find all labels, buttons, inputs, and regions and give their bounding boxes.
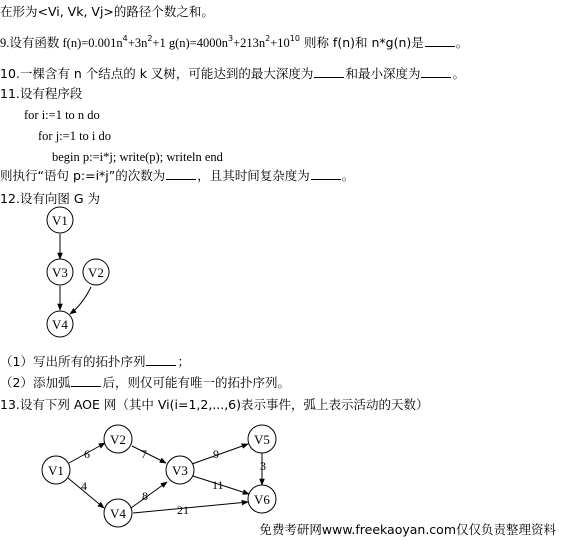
node-v6	[248, 485, 276, 513]
code-line-3: begin p:=i*j; write(p); writeln end	[52, 150, 223, 164]
weight-v5-v6: 3	[260, 459, 266, 473]
weight-v4-v3: 8	[142, 489, 148, 503]
question-12: 12.设有向图 G 为	[0, 191, 101, 206]
q10-part-c: 。	[452, 66, 465, 81]
node-v3	[166, 456, 194, 484]
node-label: V1	[48, 463, 64, 478]
weight-v1-v4: 4	[81, 479, 87, 493]
q9-tail-1: 则称 f(n)和 n*g(n)是	[299, 35, 424, 50]
weight-v4-v6: 21	[177, 503, 189, 517]
q9-mid-3: +213n	[233, 36, 266, 50]
node-label: V2	[88, 265, 104, 280]
node-label: V2	[110, 432, 126, 447]
node-label: V4	[52, 317, 68, 332]
q10-part-b: 和最小深度为	[345, 66, 421, 81]
q9-mid-4: +10	[270, 36, 290, 50]
sub2-part-b: 后，则仅可能有唯一的拓扑序列。	[102, 375, 290, 390]
node-v4	[47, 311, 73, 337]
weight-v1-v2: 6	[84, 447, 90, 461]
weight-v3-v5: 9	[213, 447, 219, 461]
q9-mid-2: +1 g(n)=4000n	[152, 36, 228, 50]
sub2-part-a: （2）添加弧	[0, 375, 71, 390]
edge-v2-v3	[132, 446, 166, 463]
watermark: 免费考研网www.freekaoyan.com仅仅负责整理资料	[259, 522, 556, 537]
q9-sup-2: 2	[147, 34, 153, 43]
node-label: V4	[110, 506, 126, 521]
sub1-part-a: （1）写出所有的拓扑序列	[0, 354, 146, 369]
q9-sup-4: 2	[265, 34, 271, 43]
edge-v4-v6	[133, 502, 248, 513]
question-11: 11.设有程序段	[0, 86, 83, 101]
q9-sup-1: 4	[122, 34, 128, 43]
q11b-part-a: 则执行“语句 p:=i*j”的次数为	[0, 168, 166, 183]
q9-tail-2: 。	[455, 35, 469, 50]
node-label: V6	[254, 492, 270, 507]
node-v1	[42, 456, 70, 484]
code-line-2: for j:=1 to i do	[38, 129, 112, 143]
node-v1	[47, 207, 73, 233]
node-v4	[104, 499, 132, 527]
weight-v3-v6: 11	[212, 478, 224, 492]
question-13: 13.设有下列 AOE 网（其中 Vi(i=1,2,...,6)表示事件，弧上表示活动的天数）	[0, 397, 429, 412]
edge-v3-v5	[192, 444, 248, 464]
edge-v2-v4	[70, 287, 91, 314]
q9-sup-3: 3	[227, 34, 234, 43]
node-v2	[83, 259, 109, 285]
q9-sup-5: 10	[289, 34, 300, 43]
weight-v2-v3: 7	[141, 447, 147, 461]
node-v2	[104, 425, 132, 453]
node-label: V1	[52, 213, 68, 228]
aoe-network	[68, 443, 262, 513]
edge-v4-v3	[131, 482, 167, 508]
q10-part-a: 10.一棵含有 n 个结点的 k 叉树，可能达到的最大深度为	[0, 66, 314, 81]
sub1-part-b: ；	[177, 354, 190, 369]
intro-line: 在形为<Vi, Vk, Vj>的路径个数之和。	[0, 4, 214, 19]
node-label: V5	[254, 432, 270, 447]
code-line-1: for i:=1 to n do	[24, 108, 100, 122]
node-v5	[248, 425, 276, 453]
q9-lead: 9.设有函数 f(n)=0.001n	[0, 36, 123, 50]
q11b-part-b: ，且其时间复杂度为	[197, 168, 310, 183]
q9-mid-1: +3n	[127, 36, 148, 50]
node-v3	[47, 259, 73, 285]
q11b-part-c: 。	[341, 168, 355, 183]
node-label: V3	[52, 265, 68, 280]
node-label: V3	[172, 463, 188, 478]
